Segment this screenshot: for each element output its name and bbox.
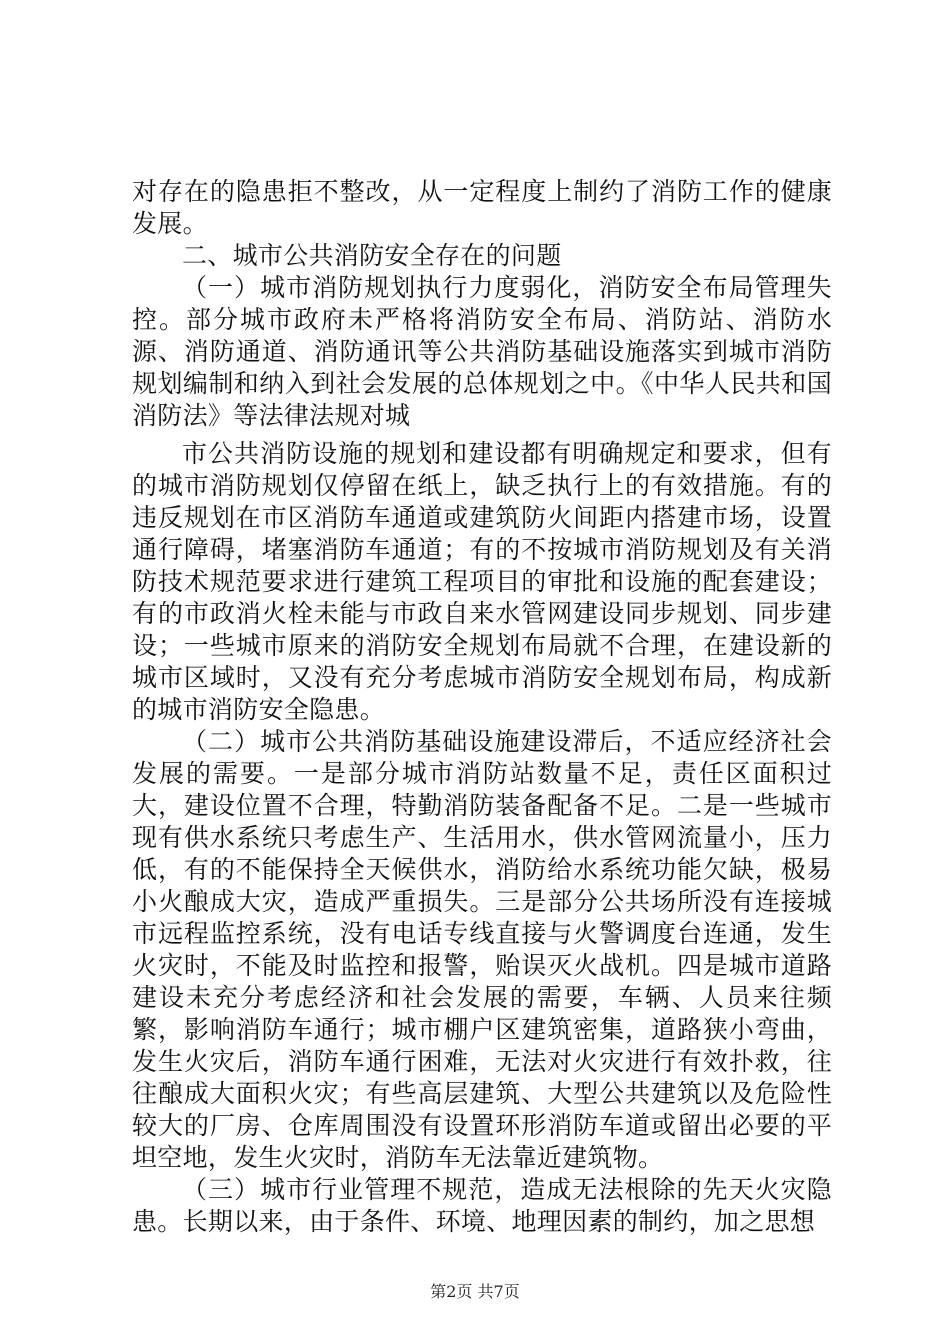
- paragraph-planning-continued: 市公共消防设施的规划和建设都有明确规定和要求，但有的城市消防规划仅停留在纸上，缺乏执行上的有效措施。有的违反规划在市区消防车通道或建筑防火间距内搭建市场，设置通行障碍，堵塞消防车通道；有的不按城市消防规划及有关消防技术规范要求进行建筑工程项目的审批和设施的配套建设；有的市政消火栓未能与市政自来水管网建设同步规划、同步建设；一些城市原来的消防安全规划布局就不合理，在建设新的城市区域时，又没有充分考虑城市消防安全规划布局，构成新的城市消防安全隐患。: [132, 439, 832, 724]
- page-footer: 第2页 共7页: [430, 1282, 520, 1301]
- paragraph-continuation: 对存在的隐患拒不整改，从一定程度上制约了消防工作的健康发展。: [132, 177, 832, 238]
- paragraph-infrastructure: （二）城市公共消防基础设施建设滞后，不适应经济社会发展的需要。一是部分城市消防站数量不足，责任区面积过大，建设位置不合理，特勤消防装备配备不足。二是一些城市现有供水系统只考虑生产、生活用水，供水管网流量小，压力低，有的不能保持全天候供水，消防给水系统功能欠缺，极易小火酿成大灾，造成严重损失。三是部分公共场所没有连接城市远程监控系统，没有电话专线直接与火警调度台连通，发生火灾时，不能及时监控和报警，贻误灭火战机。四是城市道路建设未充分考虑经济和社会发展的需要，车辆、人员来往频繁，影响消防车通行；城市棚户区建筑密集，道路狭小弯曲，发生火灾后，消防车通行困难，无法对火灾进行有效扑救，往往酿成大面积火灾；有些高层建筑、大型公共建筑以及危险性较大的厂房、仓库周围没有设置环形消防车道或留出必要的平坦空地，发生火灾时，消防车无法靠近建筑物。: [132, 727, 832, 1172]
- section-heading: 二、城市公共消防安全存在的问题: [182, 241, 562, 270]
- document-body: [132, 176, 832, 1238]
- paragraph-planning: （一）城市消防规划执行力度弱化，消防安全布局管理失控。部分城市政府未严格将消防安全布局、消防站、消防水源、消防通道、消防通讯等公共消防基础设施落实到城市消防规划编制和纳入到社会发展的总体规划之中。《中华人民共和国消防法》等法律法规对城: [132, 273, 832, 430]
- paragraph-industry-management: （三）城市行业管理不规范，造成无法根除的先天火灾隐患。长期以来，由于条件、环境、地理因素的制约，加之思想: [132, 1175, 832, 1236]
